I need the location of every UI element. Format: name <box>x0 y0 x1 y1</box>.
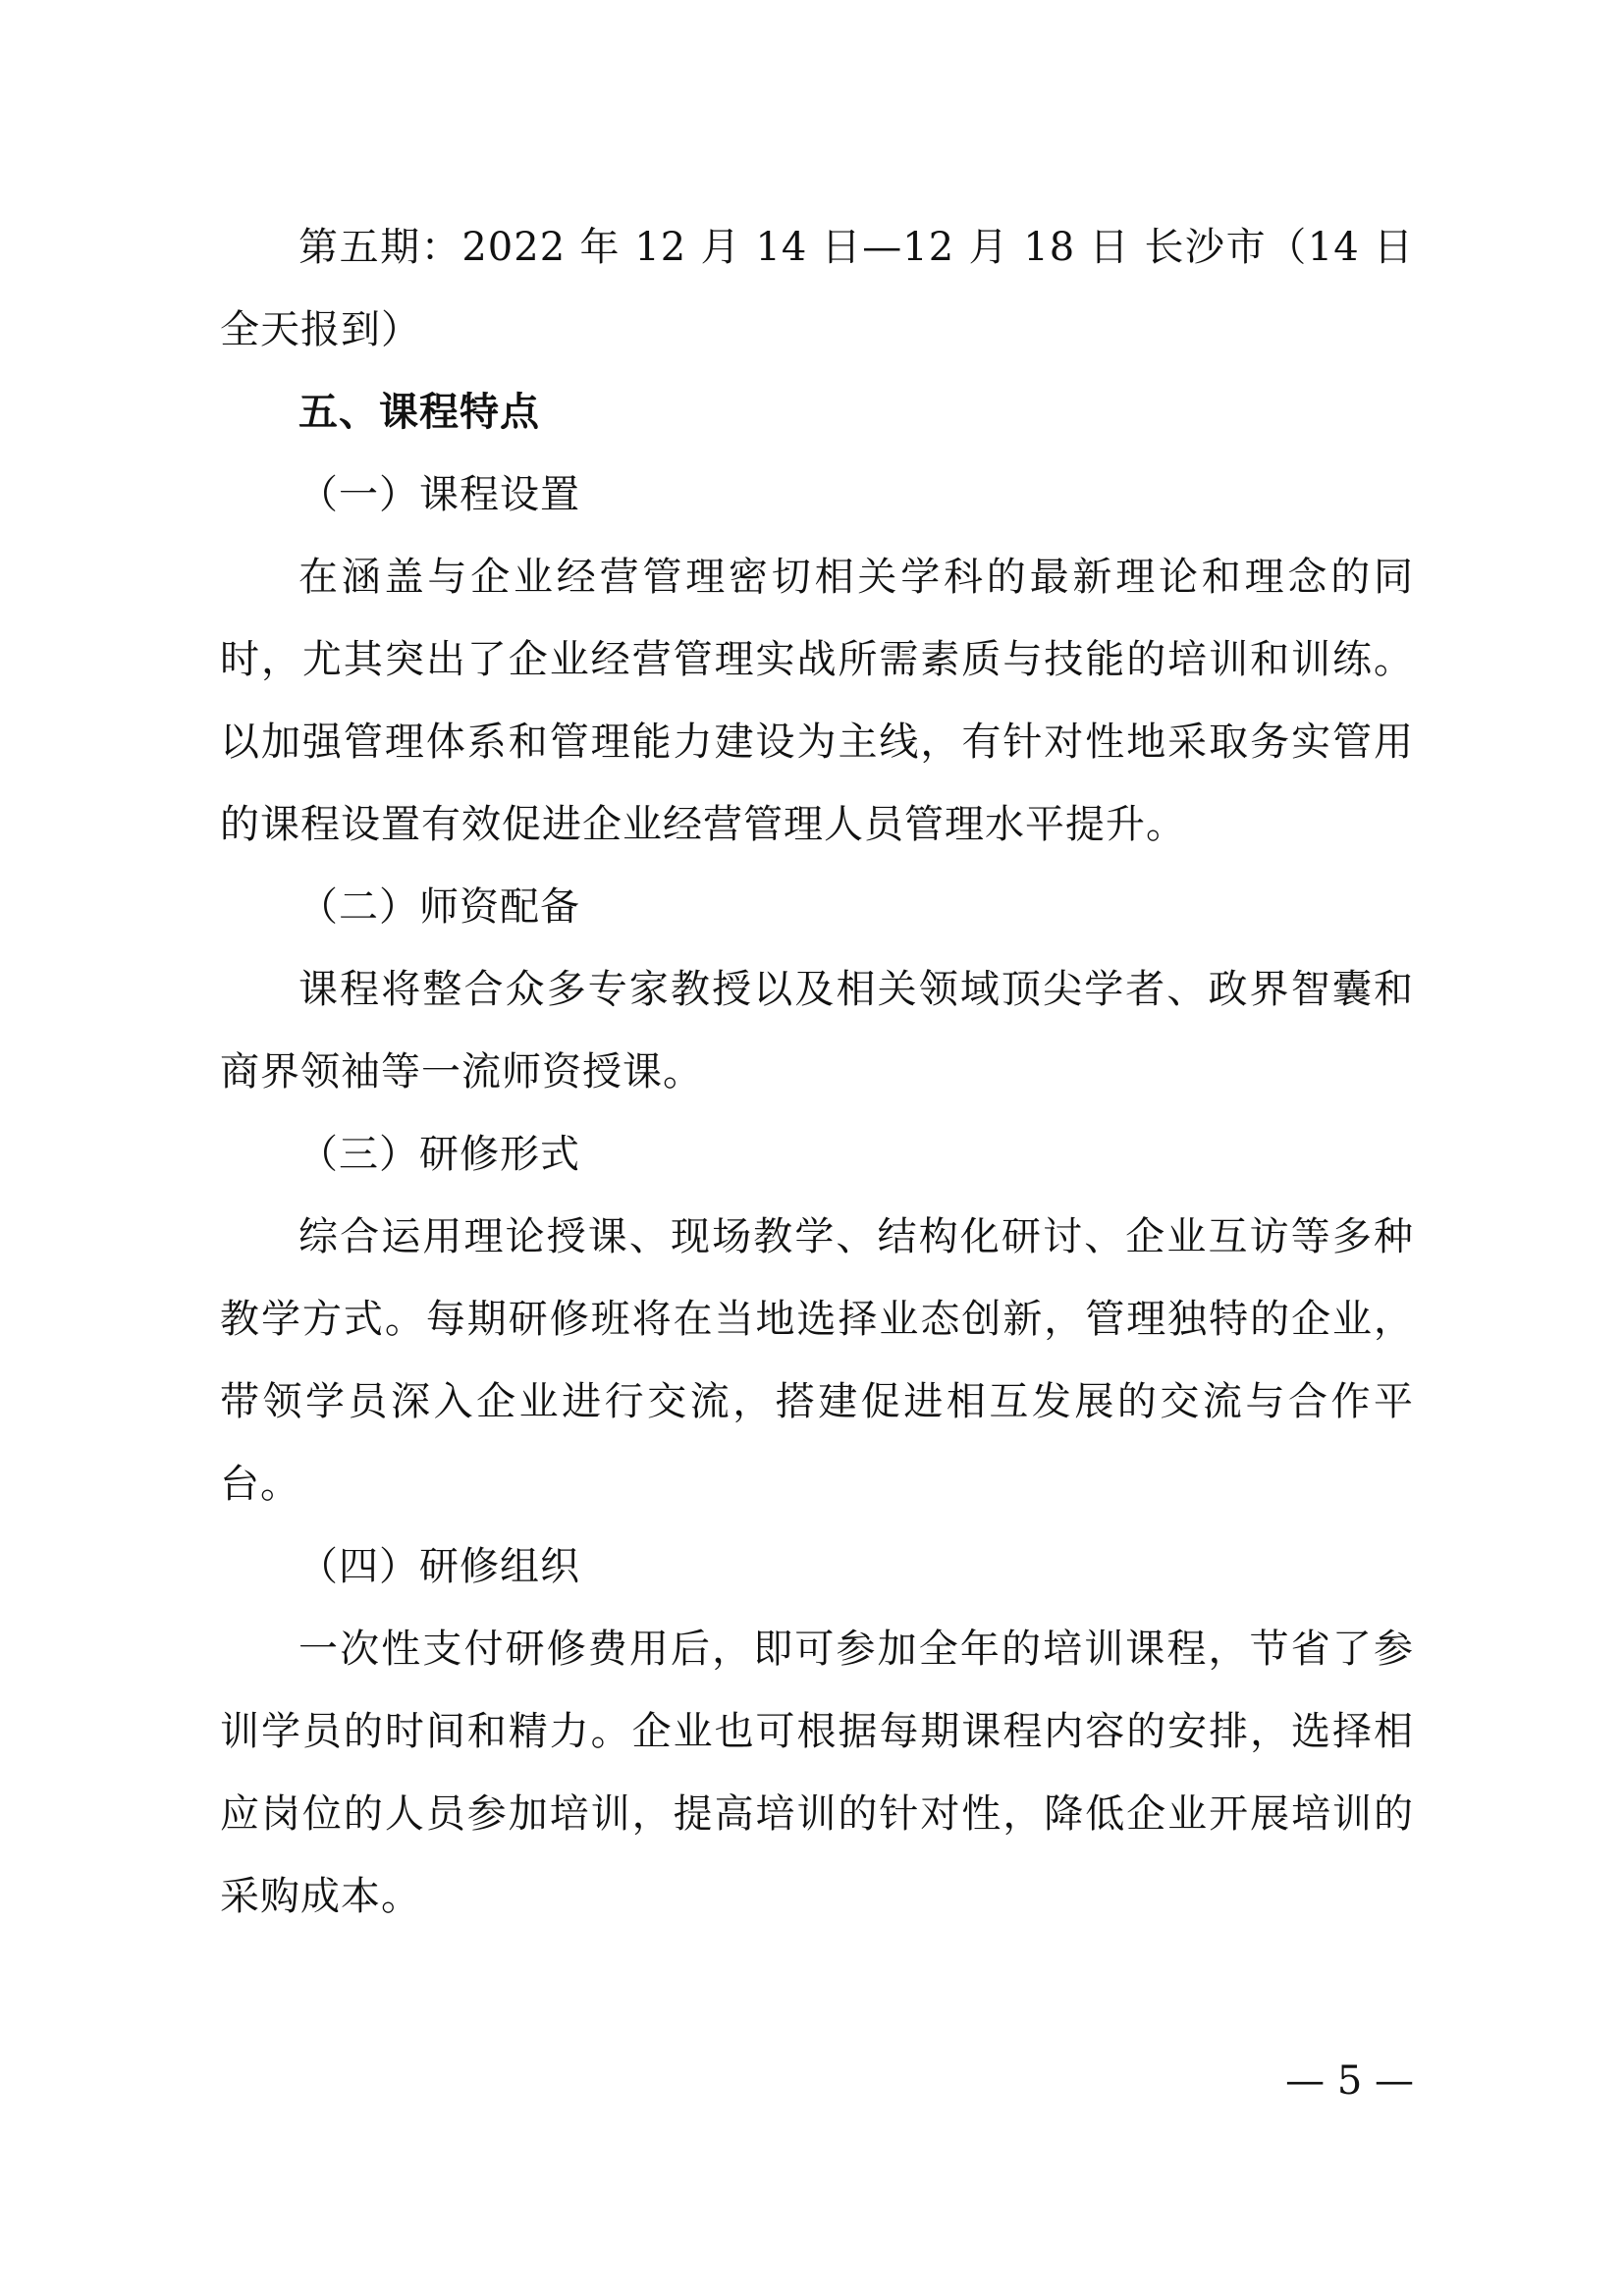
paragraph-course-setup: 在涵盖与企业经营管理密切相关学科的最新理论和理念的同时，尤其突出了企业经营管理实战所需素质与技能的培训和训练。以加强管理体系和管理能力建设为主线，有针对性地采取务实管用的课程设置有效促进企业经营管理人员管理水平提升。 <box>220 555 1414 847</box>
subheading-study-organization: （四）研修组织 <box>298 1544 580 1589</box>
subheading-faculty: （二）师资配备 <box>298 884 580 930</box>
schedule-paragraph: 第五期：2022 年 12 月 14 日—12 月 18 日 长沙市（14 日全天报到） <box>220 225 1414 352</box>
page-number: — 5 — <box>1285 2058 1414 2104</box>
paragraph-study-format: 综合运用理论授课、现场教学、结构化研讨、企业互访等多种教学方式。每期研修班将在当地选择业态创新，管理独特的企业，带领学员深入企业进行交流，搭建促进相互发展的交流与合作平台。 <box>220 1214 1414 1507</box>
subheading-course-setup: （一）课程设置 <box>298 472 580 517</box>
paragraph-faculty: 课程将整合众多专家教授以及相关领域顶尖学者、政界智囊和商界领袖等一流师资授课。 <box>220 967 1414 1095</box>
document-body <box>220 206 1414 1938</box>
subheading-study-format: （三）研修形式 <box>298 1132 580 1177</box>
section-heading-course-features: 五、课程特点 <box>298 390 540 435</box>
paragraph-study-organization: 一次性支付研修费用后，即可参加全年的培训课程，节省了参训学员的时间和精力。企业也可根据每期课程内容的安排，选择相应岗位的人员参加培训，提高培训的针对性，降低企业开展培训的采购成本。 <box>220 1627 1414 1919</box>
